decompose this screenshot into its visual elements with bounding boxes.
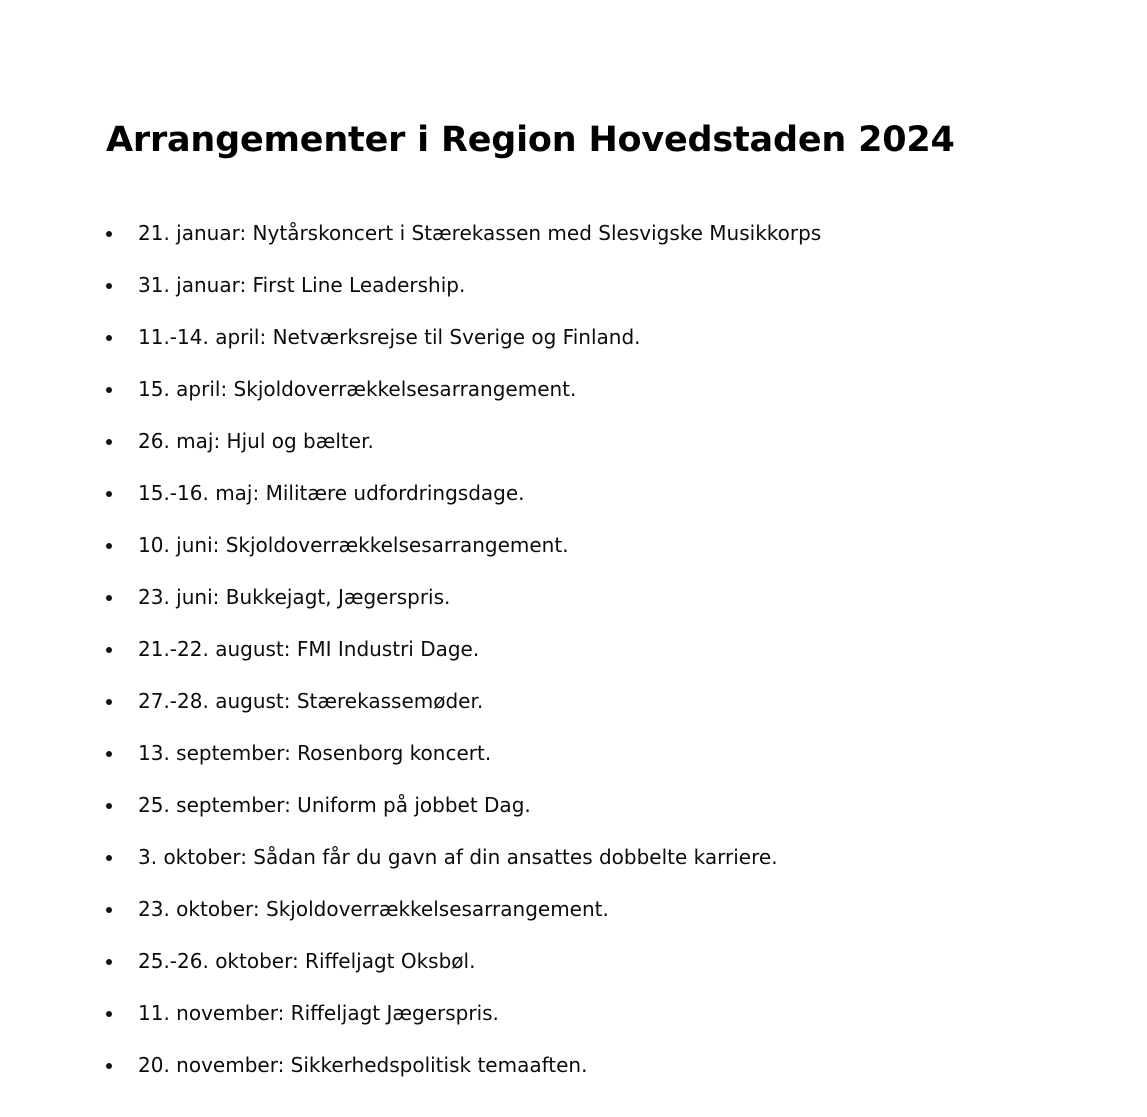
list-item	[0, 940, 1147, 992]
bullet-dot-icon	[106, 335, 112, 341]
list-item	[0, 628, 1147, 680]
list-item	[0, 888, 1147, 940]
list-item	[0, 212, 1147, 264]
bullet-dot-icon	[106, 1063, 112, 1069]
bullet-dot-icon	[106, 647, 112, 653]
list-item	[0, 264, 1147, 316]
list-item-label: 10. juni: Skjoldoverrækkelsesarrangement.	[138, 533, 569, 557]
event-list	[0, 212, 1147, 1096]
list-item	[0, 992, 1147, 1044]
bullet-dot-icon	[106, 491, 112, 497]
bullet-dot-icon	[106, 439, 112, 445]
bullet-dot-icon	[106, 907, 112, 913]
list-item-label: 11. november: Riffeljagt Jægerspris.	[138, 1001, 499, 1025]
bullet-dot-icon	[106, 959, 112, 965]
bullet-dot-icon	[106, 751, 112, 757]
list-item	[0, 472, 1147, 524]
bullet-dot-icon	[106, 283, 112, 289]
list-item	[0, 368, 1147, 420]
list-item-label: 15.-16. maj: Militære udfordringsdage.	[138, 481, 525, 505]
list-item-label: 3. oktober: Sådan får du gavn af din ansattes dobbelte karriere.	[138, 845, 778, 869]
list-item-label: 21.-22. august: FMI Industri Dage.	[138, 637, 480, 661]
list-item	[0, 680, 1147, 732]
list-item	[0, 1044, 1147, 1096]
list-item	[0, 420, 1147, 472]
list-item-label: 20. november: Sikkerhedspolitisk temaaften.	[138, 1053, 588, 1077]
bullet-dot-icon	[106, 1011, 112, 1017]
list-item-label: 26. maj: Hjul og bælter.	[138, 429, 374, 453]
list-item	[0, 836, 1147, 888]
bullet-dot-icon	[106, 543, 112, 549]
bullet-dot-icon	[106, 231, 112, 237]
list-item	[0, 576, 1147, 628]
list-item-label: 15. april: Skjoldoverrækkelsesarrangement.	[138, 377, 577, 401]
bullet-dot-icon	[106, 595, 112, 601]
page-title: Arrangementer i Region Hovedstaden 2024	[106, 120, 955, 160]
bullet-dot-icon	[106, 803, 112, 809]
list-item	[0, 784, 1147, 836]
list-item-label: 25. september: Uniform på jobbet Dag.	[138, 793, 531, 817]
list-item-label: 11.-14. april: Netværksrejse til Sverige og Finland.	[138, 325, 641, 349]
list-item	[0, 732, 1147, 784]
list-item-label: 25.-26. oktober: Riffeljagt Oksbøl.	[138, 949, 476, 973]
list-item-label: 23. juni: Bukkejagt, Jægerspris.	[138, 585, 451, 609]
bullet-dot-icon	[106, 699, 112, 705]
bullet-dot-icon	[106, 855, 112, 861]
list-item-label: 31. januar: First Line Leadership.	[138, 273, 466, 297]
list-item-label: 23. oktober: Skjoldoverrækkelsesarrangement.	[138, 897, 609, 921]
list-item	[0, 316, 1147, 368]
list-item-label: 21. januar: Nytårskoncert i Stærekassen med Slesvigske Musikkorps	[138, 221, 822, 245]
list-item	[0, 524, 1147, 576]
bullet-dot-icon	[106, 387, 112, 393]
list-item-label: 27.-28. august: Stærekassemøder.	[138, 689, 484, 713]
list-item-label: 13. september: Rosenborg koncert.	[138, 741, 492, 765]
